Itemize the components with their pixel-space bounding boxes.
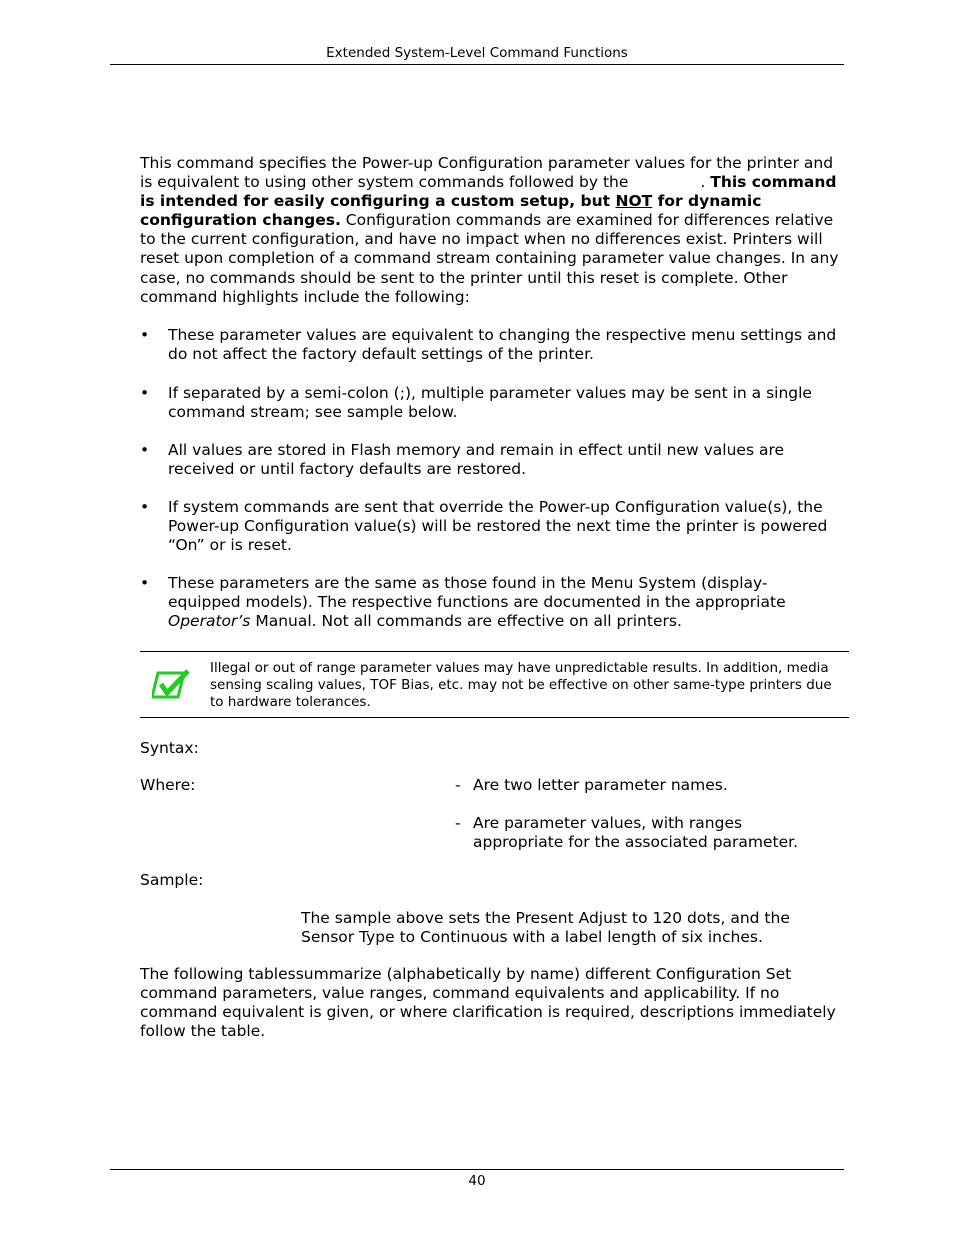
bullet-symbol: •: [140, 441, 150, 459]
sample-label: Sample:: [140, 871, 204, 889]
footer-rule: [110, 1169, 844, 1170]
summary-paragraph: The following tablessummarize (alphabetically by name) different Configuration Set command parameters, value ranges, command equivalents and applicability. If no command equivalent is given, or where clarification is required, descriptions immediately follow the table.: [140, 965, 836, 1041]
intro-bold-not: NOT: [615, 192, 653, 211]
checkmark-note-icon: [152, 669, 192, 701]
intro-bold-2: for dynamic configuration changes.: [140, 192, 762, 230]
bullet-item: If system commands are sent that override the Power-up Configuration value(s), the Power-up Configuration value(s) will be restored the next time the printer is powered “On” or is reset.: [168, 498, 828, 555]
sample-description: The sample above sets the Present Adjust to 120 dots, and the Sensor Type to Continuous with a label length of six inches.: [301, 909, 790, 947]
note-bottom-rule: [140, 717, 849, 718]
note-top-rule: [140, 651, 849, 652]
where-label: Where:: [140, 776, 196, 794]
where-dash: -: [455, 776, 461, 794]
bullet-symbol: •: [140, 498, 150, 516]
intro-bold-1: This command is intended for easily configuring a custom setup, but: [140, 173, 837, 211]
bullet-item: These parameter values are equivalent to changing the respective menu settings and do not affect the factory default settings of the printer.: [168, 326, 837, 364]
note-text: Illegal or out of range parameter values may have unpredictable results. In addition, media sensing scaling values, TOF Bias, etc. may not be effective on other same-type printers due to hardware tolerances.: [210, 660, 832, 710]
page-header-title: Extended System-Level Command Functions: [326, 45, 628, 61]
syntax-label: Syntax:: [140, 739, 199, 757]
bullet-item: All values are stored in Flash memory and remain in effect until new values are received or until factory defaults are restored.: [168, 441, 785, 479]
page-number: 40: [468, 1173, 486, 1189]
bullet-item-text: These parameters are the same as those found in the Menu System (display-equipped models). The respective functions are documented in the appropriate: [168, 574, 786, 612]
where-dash: -: [455, 814, 461, 832]
bullet-item-text: Manual. Not all commands are effective on all printers.: [250, 612, 682, 631]
bullet-symbol: •: [140, 326, 150, 344]
bullet-symbol: •: [140, 574, 150, 592]
intro-text-2: .: [700, 173, 711, 192]
operators-italic: Operator’s: [168, 612, 251, 631]
bullet-item: If separated by a semi-colon (;), multiple parameter values may be sent in a single command stream; see sample below.: [168, 384, 812, 422]
header-rule: [110, 64, 844, 65]
intro-paragraph: [140, 154, 850, 307]
where-item: Are parameter values, with ranges appropriate for the associated parameter.: [473, 814, 799, 852]
intro-text-3: Configuration commands are examined for differences relative to the current configuration, and have no impact when no differences exist. Printers will reset upon completion of a command stream containing parameter value changes. In any case, no commands should be sent to the printer until this reset is complete. Other command highlights include the following:: [140, 211, 839, 306]
bullet-symbol: •: [140, 384, 150, 402]
bullet-item: [168, 574, 808, 631]
where-item: Are two letter parameter names.: [473, 776, 728, 794]
intro-text-1: This command specifies the Power-up Configuration parameter values for the printer and is equivalent to using other system commands followed by the: [140, 154, 834, 192]
